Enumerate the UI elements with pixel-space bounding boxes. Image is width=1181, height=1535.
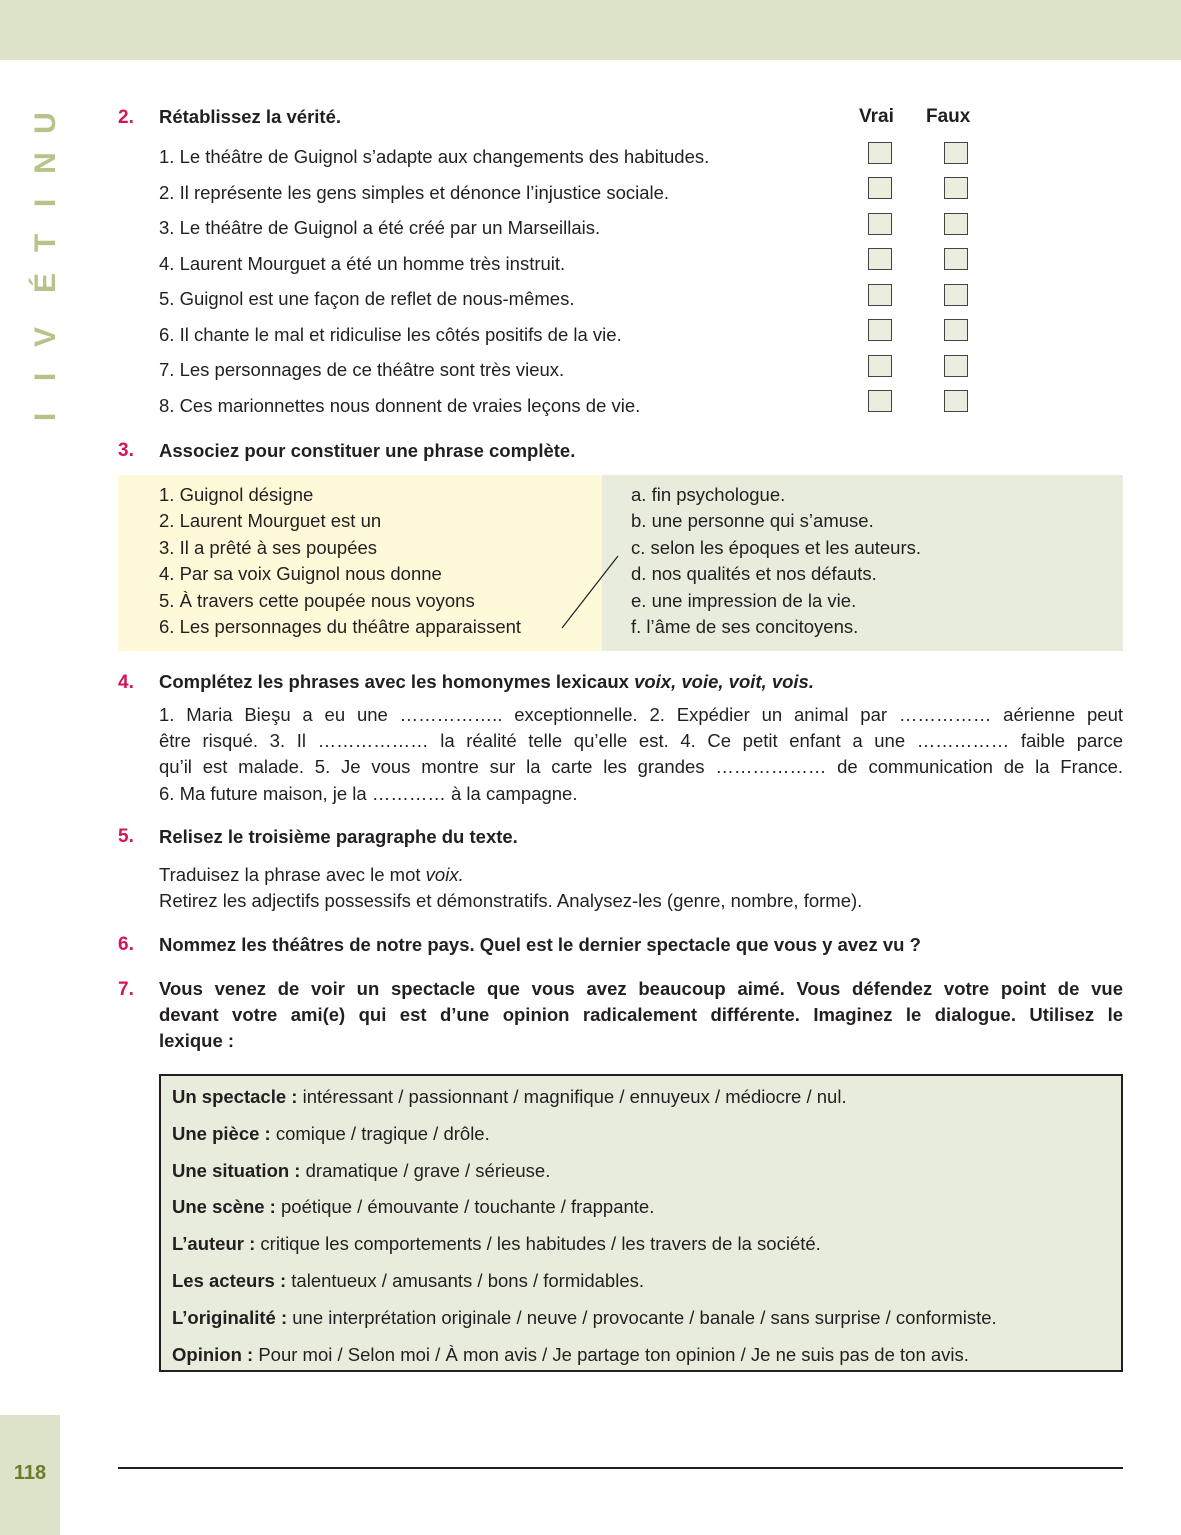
sentence-end: c. selon les époques et les auteurs. [631,536,922,558]
exercise-3-number: 3. [118,440,134,461]
lexicon-text: une interprétation originale / neuve / provocante / banale / sans surprise / conformiste. [287,1306,997,1328]
exercise-5-line [159,862,1123,888]
true-checkbox[interactable] [868,355,892,377]
false-checkbox[interactable] [944,248,968,270]
footer-rule [118,1467,1123,1469]
true-false-list [159,144,839,428]
page-number: 118 [13,1462,47,1484]
unit-letter: N [28,152,62,174]
unit-letter: T [28,233,62,253]
exercise-5-title: Relisez le troisième paragraphe du texte. [159,826,518,847]
lexicon-term: Une situation : [172,1159,301,1181]
exercise-7-number: 7. [118,979,134,1000]
false-checkbox[interactable] [944,213,968,235]
statement: 4. Laurent Mourguet a été un homme très instruit. [159,252,566,274]
sentence-start: 4. Par sa voix Guignol nous donne [159,563,442,585]
lexicon-term: Les acteurs : [172,1269,287,1291]
sentence-end: b. une personne qui s’amuse. [631,510,874,532]
lexicon-text: critique les comportements / les habitudes / les travers de la société. [255,1233,821,1255]
lexicon-text: intéressant / passionnant / magnifique / ennuyeux / médiocre / nul. [297,1086,847,1107]
lexicon-row [172,1231,1121,1268]
true-checkbox[interactable] [868,177,892,199]
sentence-start: 3. Il a prêté à ses poupées [159,536,378,558]
true-checkbox[interactable] [868,213,892,235]
sentence-start: 5. À travers cette poupée nous voyons [159,589,475,611]
exercise-4-line: 1. Maria Bieşu a eu une …………….. exceptionnelle. 2. Expédier un animal par …………… aérienne peut [159,704,1123,725]
false-checkbox[interactable] [944,319,968,341]
exercise-5-line-text: Traduisez la phrase avec le mot [159,864,426,885]
column-false-header: Faux [926,106,971,127]
lexicon-term: Une pièce : [172,1122,271,1144]
unit-letter: V [28,326,62,348]
lexicon-text: dramatique / grave / sérieuse. [300,1159,551,1181]
sentence-start: 6. Les personnages du théâtre apparaissent [159,616,522,638]
false-checkbox[interactable] [944,284,968,306]
sentence-start: 2. Laurent Mourguet est un [159,510,382,532]
true-checkbox[interactable] [868,248,892,270]
exercise-4-line: être risqué. 3. Il ……………… la réalité telle qu’elle est. 4. Ce petit enfant a une …………… faible parce [159,730,1123,752]
lexicon-text: talentueux / amusants / bons / formidables. [286,1269,644,1291]
sentence-start: 1. Guignol désigne [159,484,314,505]
lexicon-text: poétique / émouvante / touchante / frappante. [275,1196,655,1218]
lexicon-row [172,1305,1121,1342]
true-checkbox[interactable] [868,284,892,306]
false-checkbox[interactable] [944,177,968,199]
true-checkbox[interactable] [868,390,892,412]
exercise-7-title-line: Vous venez de voir un spectacle que vous avez beaucoup aimé. Vous défendez votre point de vue [159,978,1123,999]
exercise-7-title [159,976,1123,1054]
exercise-4-line: 6. Ma future maison, je la ………… à la campagne. [159,782,578,804]
exercise-6-title: Nommez les théâtres de notre pays. Quel est le dernier spectacle que vous y avez vu ? [159,934,921,955]
lexicon-row [172,1268,1121,1305]
exercise-5-line: Retirez les adjectifs possessifs et démonstratifs. Analysez-les (genre, nombre, forme). [159,890,863,912]
top-band [0,0,1181,60]
exercise-7-title-line: lexique : [159,1030,235,1051]
unit-letter: I [29,198,62,208]
false-checkbox[interactable] [944,390,968,412]
exercise-5-number: 5. [118,826,134,847]
exercise-2-title: Rétablissez la vérité. [159,106,342,127]
lexicon-row [172,1158,1121,1195]
exercise-4-title-text: Complétez les phrases avec les homonymes lexicaux [159,671,635,692]
lexicon-term: Opinion : [172,1343,254,1365]
matching-left-column [118,475,602,651]
sentence-end: f. l’âme de ses concitoyens. [631,616,859,638]
lexicon-row [172,1084,1121,1121]
exercise-4-text [159,702,1123,807]
unit-label [28,108,64,432]
sentence-end: a. fin psychologue. [631,484,786,505]
statement: 5. Guignol est une façon de reflet de nous-mêmes. [159,288,575,309]
lexicon-term: Une scène : [172,1196,276,1218]
exercise-5-word: voix. [425,864,464,885]
example-match-line [558,552,622,632]
false-checkbox[interactable] [944,142,968,164]
sentence-end: e. une impression de la vie. [631,589,857,611]
lexicon-text: Pour moi / Selon moi / À mon avis / Je partage ton opinion / Je ne suis pas de ton avis. [253,1343,969,1365]
statement: 7. Les personnages de ce théâtre sont très vieux. [159,359,565,380]
lexicon-term: Un spectacle : [172,1086,298,1107]
lexicon-row [172,1194,1121,1231]
lexicon-term: L’originalité : [172,1306,288,1328]
exercise-7-title-line: devant votre ami(e) qui est d’une opinion radicalement différente. Imaginez le dialogue. Utilisez le [159,1004,1123,1025]
unit-letter: É [28,272,62,294]
exercise-3-title: Associez pour constituer une phrase complète. [159,440,576,461]
sentence-end: d. nos qualités et nos défauts. [631,563,877,585]
exercise-6-number: 6. [118,934,134,955]
lexicon-box [159,1074,1123,1372]
statement: 3. Le théâtre de Guignol a été créé par un Marseillais. [159,217,601,238]
true-checkbox[interactable] [868,142,892,164]
statement: 1. Le théâtre de Guignol s’adapte aux changements des habitudes. [159,146,710,167]
lexicon-term: L’auteur : [172,1233,256,1255]
exercise-4-line: qu’il est malade. 5. Je vous montre sur la carte les grandes ……………… de communication de la France. [159,756,1123,778]
unit-letter: U [28,112,62,134]
exercise-4-title [159,669,814,695]
unit-letter: I [29,412,62,422]
matching-right-column [602,475,1123,651]
exercise-4-number: 4. [118,672,134,693]
exercise-4-homonyms: voix, voie, voit, vois. [634,671,814,692]
lexicon-row [172,1342,1121,1379]
unit-letter: I [29,372,62,382]
lexicon-text: comique / tragique / drôle. [270,1122,490,1144]
true-checkbox[interactable] [868,319,892,341]
statement: 2. Il représente les gens simples et dénonce l’injustice sociale. [159,181,670,203]
statement: 8. Ces marionnettes nous donnent de vraies leçons de vie. [159,394,641,416]
false-checkbox[interactable] [944,355,968,377]
exercise-5-text [159,862,1123,914]
lexicon-row [172,1121,1121,1158]
column-true-header: Vrai [859,106,894,127]
statement: 6. Il chante le mal et ridiculise les côtés positifs de la vie. [159,323,622,345]
exercise-2-number: 2. [118,107,134,128]
